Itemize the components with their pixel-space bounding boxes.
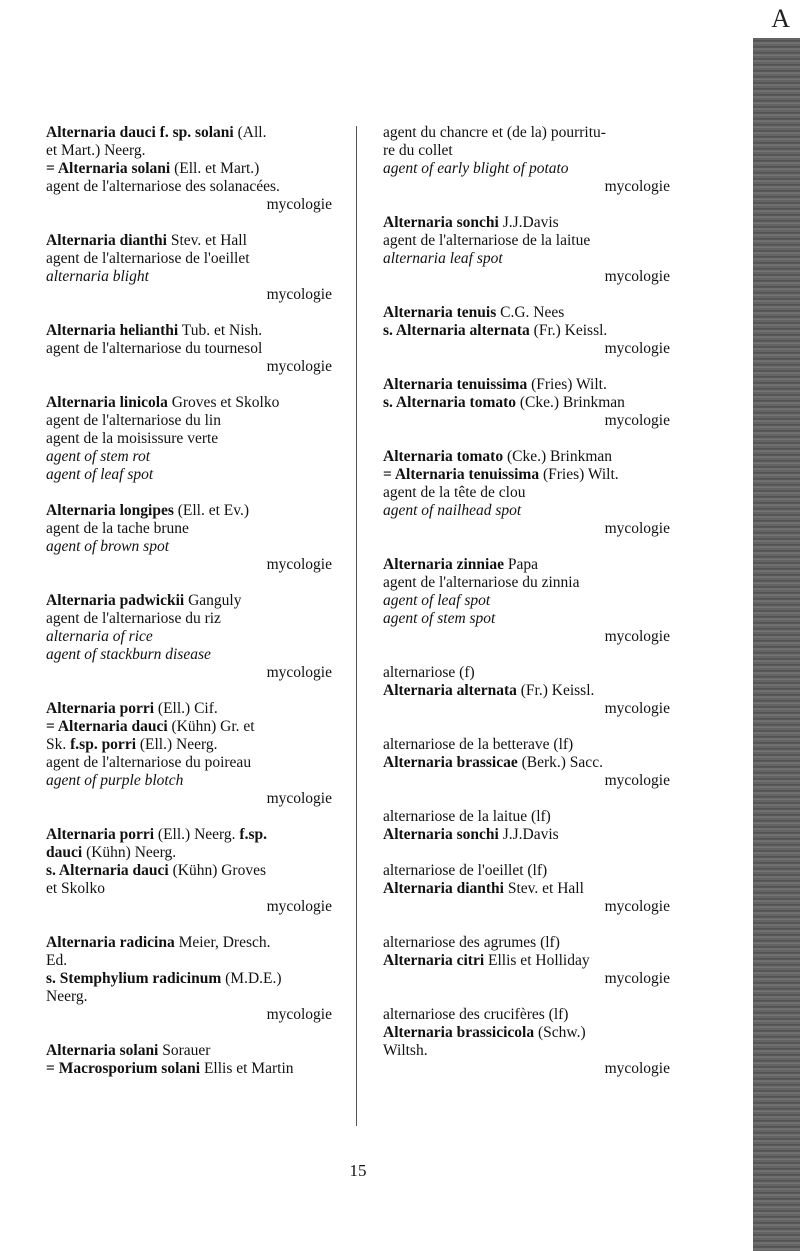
entry-text: (Cke.) Brinkman xyxy=(516,394,625,411)
category-label: mycologie xyxy=(604,970,670,987)
entry-line xyxy=(383,448,670,466)
entry-line xyxy=(383,466,670,484)
entry-line xyxy=(46,826,332,844)
entry-line xyxy=(383,862,670,880)
term-name: s. Alternaria dauci xyxy=(46,862,169,879)
entry-text: alternariose (f) xyxy=(383,664,475,681)
entry-text: (Ell.) Cif. xyxy=(154,700,218,717)
english-term: agent of stem rot xyxy=(46,448,151,465)
category-label: mycologie xyxy=(604,628,670,645)
category-label: mycologie xyxy=(266,790,332,807)
category-label: mycologie xyxy=(266,556,332,573)
entry-line xyxy=(46,448,332,466)
term-name: dauci xyxy=(46,844,83,861)
entry-line xyxy=(46,718,332,736)
term-name: Alternaria citri xyxy=(383,952,485,969)
entry-line xyxy=(383,1042,670,1060)
entry-text: agent de l'alternariose de la laitue xyxy=(383,232,591,249)
entry-line xyxy=(383,682,670,700)
term-name: Alternaria tenuissima xyxy=(383,376,528,393)
entry-text: (Schw.) xyxy=(534,1024,586,1041)
english-term: alternaria leaf spot xyxy=(383,250,503,267)
english-term: agent of stackburn disease xyxy=(46,646,211,663)
entry-line xyxy=(383,880,670,898)
entry-line xyxy=(383,160,670,178)
dictionary-entry xyxy=(383,808,670,844)
english-term: agent of leaf spot xyxy=(383,592,491,609)
category-label: mycologie xyxy=(604,700,670,717)
entry-line xyxy=(46,160,332,178)
term-name: Alternaria brassicicola xyxy=(383,1024,535,1041)
term-name: f.sp. porri xyxy=(70,736,136,753)
english-term: agent of early blight of potato xyxy=(383,160,569,177)
entry-text: agent de l'alternariose du tournesol xyxy=(46,340,263,357)
entry-text: alternariose de l'oeillet (lf) xyxy=(383,862,548,879)
entry-text: alternariose de la laitue (lf) xyxy=(383,808,551,825)
entry-text: (Ell. et Ev.) xyxy=(173,502,250,519)
term-name: Alternaria sonchi xyxy=(383,826,499,843)
entry-text: (Fr.) Keissl. xyxy=(529,322,608,339)
entry-text: Groves et Skolko xyxy=(167,394,280,411)
entry-line xyxy=(46,736,332,754)
thumb-index-edge-strip xyxy=(753,38,800,1251)
entry-text: Papa xyxy=(503,556,538,573)
category-label: mycologie xyxy=(604,412,670,429)
dictionary-entry xyxy=(46,826,332,916)
dictionary-entry xyxy=(383,1006,670,1078)
entry-line xyxy=(46,646,332,664)
entry-line xyxy=(383,592,670,610)
dictionary-entry xyxy=(46,232,332,304)
category-label: mycologie xyxy=(266,286,332,303)
dictionary-entry xyxy=(46,394,332,484)
entry-text: Ellis et Martin xyxy=(200,1060,294,1077)
entry-line xyxy=(46,502,332,520)
english-term: agent of nailhead spot xyxy=(383,502,522,519)
entry-text: Wiltsh. xyxy=(383,1042,428,1059)
term-name: = Alternaria tenuissima xyxy=(383,466,540,483)
column-divider xyxy=(356,126,357,1126)
entry-line xyxy=(383,610,670,628)
dictionary-entry xyxy=(46,322,332,376)
entry-line xyxy=(46,970,332,988)
entry-text: C.G. Nees xyxy=(496,304,565,321)
entry-line xyxy=(46,394,332,412)
category-label: mycologie xyxy=(604,898,670,915)
entry-text: et Skolko xyxy=(46,880,105,897)
category-label: mycologie xyxy=(604,772,670,789)
term-name: = Alternaria dauci xyxy=(46,718,168,735)
term-name: Alternaria porri xyxy=(46,700,155,717)
entry-text: (Fries) Wilt. xyxy=(539,466,619,483)
entry-line xyxy=(383,250,670,268)
dictionary-entry xyxy=(383,376,670,430)
entry-line xyxy=(383,322,670,340)
entry-line xyxy=(46,520,332,538)
entry-line xyxy=(383,502,670,520)
dictionary-entry xyxy=(383,934,670,988)
entry-line xyxy=(46,628,332,646)
entry-text: agent de l'alternariose du lin xyxy=(46,412,221,429)
entry-text: (Ell.) Neerg. xyxy=(136,736,218,753)
entry-line xyxy=(46,250,332,268)
dictionary-entry xyxy=(383,448,670,538)
term-name: Alternaria helianthi xyxy=(46,322,179,339)
category-label: mycologie xyxy=(266,196,332,213)
term-name: Alternaria tomato xyxy=(383,448,504,465)
term-name: s. Alternaria tomato xyxy=(383,394,517,411)
term-name: s. Alternaria alternata xyxy=(383,322,530,339)
entry-line xyxy=(46,1042,332,1060)
entry-line xyxy=(46,592,332,610)
entry-line xyxy=(383,934,670,952)
term-name: = Macrosporium solani xyxy=(46,1060,201,1077)
entry-line xyxy=(46,124,332,142)
entry-line xyxy=(46,754,332,772)
term-name: Alternaria dianthi xyxy=(46,232,167,249)
entry-line xyxy=(46,268,332,286)
entry-line xyxy=(383,214,670,232)
entry-text: agent de l'alternariose du poireau xyxy=(46,754,252,771)
entry-line xyxy=(383,826,670,844)
entry-line xyxy=(46,412,332,430)
dictionary-entry xyxy=(46,1042,332,1078)
entry-line xyxy=(46,844,332,862)
dictionary-entry xyxy=(383,664,670,718)
entry-line xyxy=(383,1024,670,1042)
entry-text: et Mart.) Neerg. xyxy=(46,142,146,159)
entry-text: agent de l'alternariose des solanacées. xyxy=(46,178,280,195)
entry-text: Meier, Dresch. xyxy=(174,934,271,951)
entry-text: alternariose de la betterave (lf) xyxy=(383,736,574,753)
entry-line xyxy=(46,142,332,160)
entry-line xyxy=(46,934,332,952)
dictionary-entry xyxy=(46,592,332,682)
english-term: agent of brown spot xyxy=(46,538,170,555)
entry-text: Stev. et Hall xyxy=(167,232,247,249)
term-name: Alternaria linicola xyxy=(46,394,168,411)
entry-text: Tub. et Nish. xyxy=(178,322,263,339)
dictionary-entry xyxy=(46,700,332,808)
entry-line xyxy=(383,484,670,502)
term-name: Alternaria alternata xyxy=(383,682,517,699)
term-name: Alternaria porri xyxy=(46,826,155,843)
term-name: f.sp. xyxy=(239,826,267,843)
category-label: mycologie xyxy=(604,340,670,357)
entry-line xyxy=(46,466,332,484)
entry-text: Ganguly xyxy=(184,592,242,609)
english-term: alternaria blight xyxy=(46,268,149,285)
entry-text: alternariose des agrumes (lf) xyxy=(383,934,560,951)
category-label: mycologie xyxy=(266,664,332,681)
entry-text: Ed. xyxy=(46,952,68,969)
entry-line xyxy=(46,322,332,340)
category-label: mycologie xyxy=(604,268,670,285)
english-term: alternaria of rice xyxy=(46,628,153,645)
entry-line xyxy=(383,664,670,682)
category-label: mycologie xyxy=(266,898,332,915)
term-name: Alternaria brassicae xyxy=(383,754,518,771)
term-name: Alternaria longipes xyxy=(46,502,174,519)
category-label: mycologie xyxy=(604,178,670,195)
category-label: mycologie xyxy=(604,1060,670,1077)
entry-text: Neerg. xyxy=(46,988,88,1005)
dictionary-entry xyxy=(46,934,332,1024)
entry-text: Ellis et Holliday xyxy=(484,952,590,969)
entry-text: alternariose des crucifères (lf) xyxy=(383,1006,569,1023)
entry-text: (Fr.) Keissl. xyxy=(516,682,595,699)
english-term: agent of leaf spot xyxy=(46,466,154,483)
entry-text: agent de la tête de clou xyxy=(383,484,526,501)
entry-text: (Fries) Wilt. xyxy=(527,376,607,393)
term-name: s. Stemphylium radicinum xyxy=(46,970,222,987)
entry-line xyxy=(383,556,670,574)
dictionary-entry xyxy=(46,502,332,574)
dictionary-entry xyxy=(46,124,332,214)
entry-line xyxy=(46,232,332,250)
term-name: Alternaria dianthi xyxy=(383,880,504,897)
entry-line xyxy=(46,772,332,790)
entry-text: agent du chancre et (de la) pourritu- xyxy=(383,124,606,141)
dictionary-entry xyxy=(383,304,670,358)
page-number: 15 xyxy=(349,1161,367,1180)
dictionary-entry xyxy=(383,214,670,286)
entry-line xyxy=(383,1006,670,1024)
entry-text: (M.D.E.) xyxy=(221,970,282,987)
section-letter-tab: A xyxy=(771,4,790,33)
entry-line xyxy=(383,142,670,160)
term-name: Alternaria solani xyxy=(46,1042,159,1059)
entry-text: agent de la moisissure verte xyxy=(46,430,219,447)
entry-line xyxy=(46,538,332,556)
entry-line xyxy=(383,232,670,250)
entry-text: Sk. xyxy=(46,736,71,753)
entry-line xyxy=(383,754,670,772)
term-name: Alternaria zinniae xyxy=(383,556,504,573)
entry-line xyxy=(46,880,332,898)
english-term: agent of purple blotch xyxy=(46,772,184,789)
entry-text: (Cke.) Brinkman xyxy=(503,448,613,465)
entry-line xyxy=(383,394,670,412)
category-label: mycologie xyxy=(266,1006,332,1023)
entry-text: J.J.Davis xyxy=(498,214,559,231)
entry-line xyxy=(46,340,332,358)
english-term: agent of stem spot xyxy=(383,610,496,627)
entry-line xyxy=(383,736,670,754)
term-name: Alternaria padwickii xyxy=(46,592,185,609)
category-label: mycologie xyxy=(604,520,670,537)
entry-line xyxy=(46,1060,332,1078)
entry-text: agent de la tache brune xyxy=(46,520,189,537)
entry-text: agent de l'alternariose du zinnia xyxy=(383,574,580,591)
entry-text: (Ell. et Mart.) xyxy=(170,160,260,177)
entry-line xyxy=(46,178,332,196)
entry-text: (Kühn) Groves xyxy=(168,862,267,879)
entry-line xyxy=(383,376,670,394)
entry-line xyxy=(46,952,332,970)
entry-line xyxy=(46,430,332,448)
dictionary-entry xyxy=(383,124,670,196)
entry-text: (Berk.) Sacc. xyxy=(517,754,603,771)
dictionary-entry xyxy=(383,556,670,646)
term-name: Alternaria dauci f. sp. solani xyxy=(46,124,234,141)
entry-text: J.J.Davis xyxy=(498,826,559,843)
entry-line xyxy=(383,808,670,826)
entry-text: re du collet xyxy=(383,142,453,159)
entry-line xyxy=(46,610,332,628)
term-name: = Alternaria solani xyxy=(46,160,171,177)
dictionary-entry xyxy=(383,862,670,916)
entry-line xyxy=(46,862,332,880)
right-column xyxy=(383,124,670,1096)
entry-text: (Kühn) Neerg. xyxy=(82,844,177,861)
left-column xyxy=(46,124,332,1096)
entry-line xyxy=(383,124,670,142)
entry-text: (Ell.) Neerg. xyxy=(154,826,240,843)
entry-line xyxy=(383,304,670,322)
term-name: Alternaria sonchi xyxy=(383,214,499,231)
entry-line xyxy=(46,988,332,1006)
dictionary-entry xyxy=(383,736,670,790)
entry-text: (Kühn) Gr. et xyxy=(167,718,255,735)
entry-text: Stev. et Hall xyxy=(504,880,584,897)
entry-text: agent de l'alternariose de l'oeillet xyxy=(46,250,250,267)
category-label: mycologie xyxy=(266,358,332,375)
entry-line xyxy=(46,700,332,718)
entry-line xyxy=(383,574,670,592)
entry-line xyxy=(383,952,670,970)
entry-text: agent de l'alternariose du riz xyxy=(46,610,221,627)
term-name: Alternaria radicina xyxy=(46,934,175,951)
entry-text: (All. xyxy=(233,124,267,141)
term-name: Alternaria tenuis xyxy=(383,304,497,321)
entry-text: Sorauer xyxy=(158,1042,211,1059)
